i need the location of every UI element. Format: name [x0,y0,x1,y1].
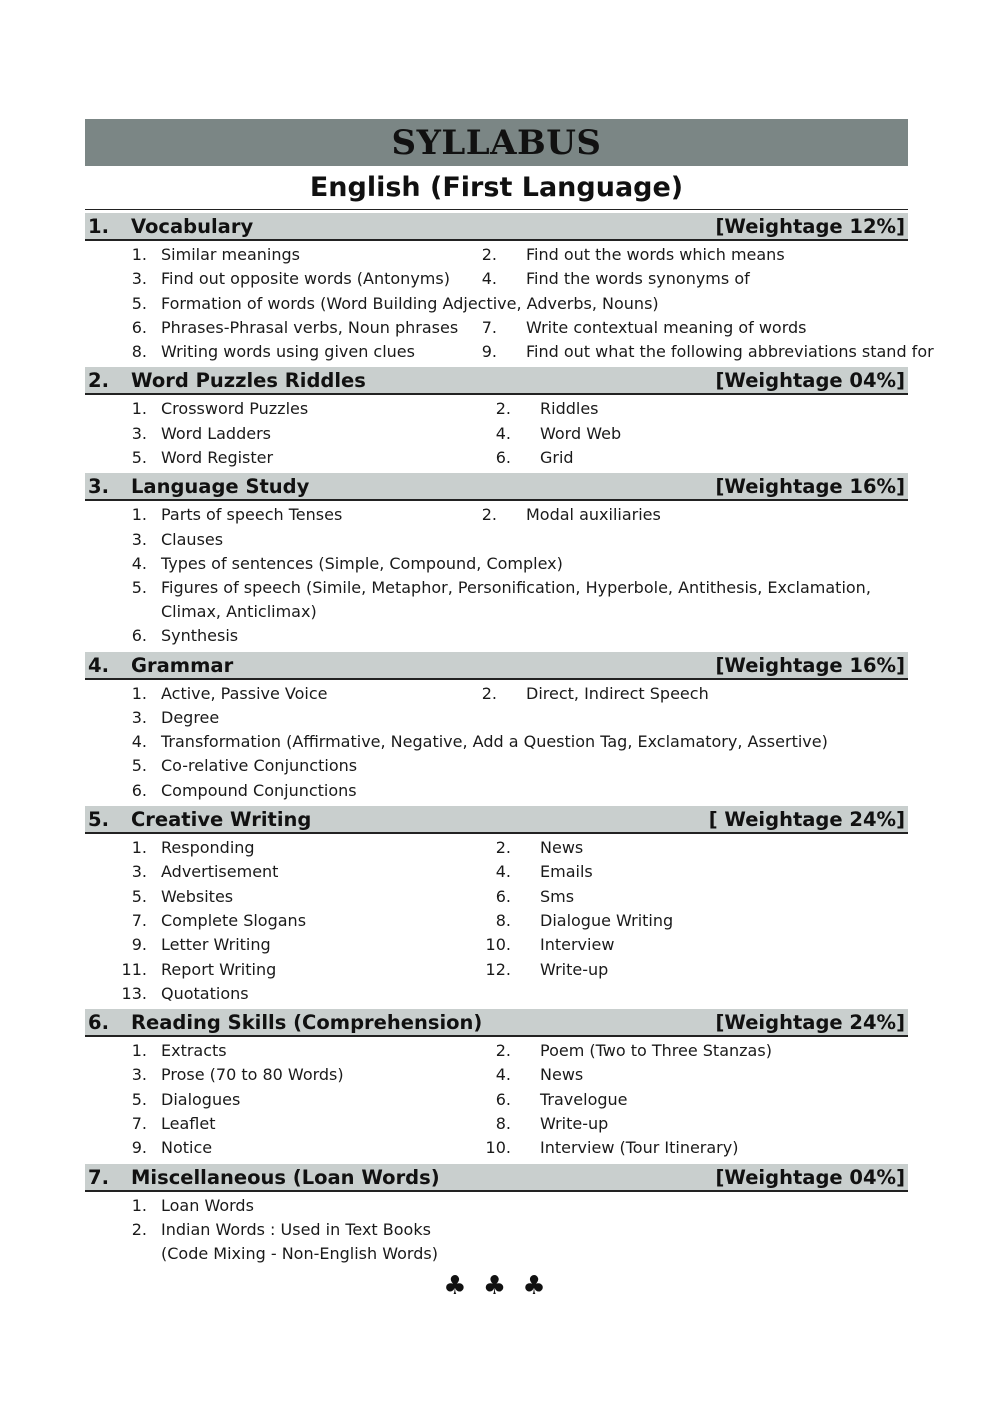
item-text: Write-up [540,1114,609,1134]
item-number: 10. [485,1138,511,1158]
item-number: 3. [131,529,147,549]
section-weight: [Weightage 12%] [715,215,905,238]
section-weight: [Weightage 16%] [715,475,905,499]
item-number: 5. [131,886,147,906]
section-body [85,1037,908,1160]
list-row [85,885,908,909]
item-number: 1. [131,399,147,419]
item-number: 4. [481,269,497,289]
item-number: 6. [495,886,511,906]
section-num: 2. [88,369,109,393]
section-header [85,1164,908,1192]
item-text: Phrases-Phrasal verbs, Noun phrases [161,317,459,337]
section-header [85,213,908,241]
item-text: Degree [161,707,220,727]
item-text: Similar meanings [161,245,300,264]
item-text: Grid [540,448,574,468]
section-num: 5. [88,808,109,832]
item-text: News [540,838,584,858]
item-number: 12. [485,959,511,979]
item-number: 3. [131,707,147,727]
item-number: 1. [131,1195,147,1215]
section-weight: [Weightage 24%] [715,1011,905,1035]
item-number: 5. [131,293,147,313]
item-text: Notice [161,1138,213,1158]
list-row [85,576,908,624]
item-text: Compound Conjunctions [161,780,357,800]
list-row [85,1063,908,1087]
item-text: Write contextual meaning of words [526,317,807,337]
item-number: 2. [481,245,497,264]
item-text: Word Web [540,423,622,443]
item-text: Dialogues [161,1089,241,1109]
item-number: 1. [131,683,147,703]
sections-container [85,213,934,1267]
section-body [85,501,908,648]
section-weight: [Weightage 04%] [715,369,905,393]
item-number: 11. [121,959,147,979]
list-row [85,909,908,933]
section-header [85,806,908,834]
list-row [85,528,908,552]
section-title: Grammar [131,653,234,677]
list-row [85,316,908,340]
section-header [85,1009,908,1037]
item-text: Transformation (Affirmative, Negative, Add a Question Tag, Exclamatory, Assertive) [161,732,828,752]
list-row [85,982,908,1006]
section-title: Vocabulary [131,215,254,238]
list-row [85,446,908,470]
list-row [85,779,908,803]
section-body [85,241,934,364]
list-row [85,1218,908,1242]
item-text: Active, Passive Voice [161,683,328,703]
item-number: 6. [131,780,147,800]
item-number: 6. [495,448,511,468]
list-row [85,754,908,778]
section-body [85,1192,908,1267]
item-number: 5. [131,448,147,468]
item-text: Letter Writing [161,935,271,955]
list-row [85,292,908,316]
item-number: 6. [131,626,147,646]
item-number: 6. [495,1089,511,1109]
item-number: 7. [481,317,497,337]
section-body [85,680,908,803]
list-row [85,706,908,730]
item-number: 1. [131,1041,147,1061]
list-row [85,1242,908,1266]
item-text: Travelogue [540,1089,628,1109]
list-row [85,1136,908,1160]
item-text: Indian Words : Used in Text Books [161,1219,431,1239]
item-text: Quotations [161,983,249,1003]
item-text: Complete Slogans [161,910,307,930]
item-text: Types of sentences (Simple, Compound, Complex) [161,553,563,573]
syllabus-page [85,119,934,1301]
item-text: Report Writing [161,959,277,979]
item-text: Emails [540,862,593,882]
section-weight: [Weightage 16%] [715,653,905,677]
section-title: Language Study [131,475,310,499]
item-text: Poem (Two to Three Stanzas) [540,1041,772,1061]
item-number: 9. [481,342,497,362]
item-number: 1. [131,505,147,525]
list-row [85,552,908,576]
item-text: Dialogue Writing [540,910,674,930]
item-number: 8. [131,342,147,362]
item-number: 2. [495,838,511,858]
list-row [85,1112,908,1136]
section-header [85,473,908,501]
item-number: 5. [131,578,147,598]
item-text: News [540,1065,584,1085]
item-text: Synthesis [161,626,239,646]
item-number: 2. [495,399,511,419]
item-text: Writing words using given clues [161,342,415,362]
item-number: 8. [495,1114,511,1134]
list-row [85,933,908,957]
list-row [85,267,908,291]
item-text: Responding [161,838,255,858]
item-text: Find out what the following abbreviations stand for [526,342,934,362]
item-text: Advertisement [161,862,279,882]
item-number: 6. [131,317,147,337]
item-text: Websites [161,886,234,906]
item-text: Crossword Puzzles [161,399,309,419]
item-text: Modal auxiliaries [526,505,661,525]
item-number: 4. [495,423,511,443]
section-title: Word Puzzles Riddles [131,369,366,393]
item-number: 4. [495,1065,511,1085]
list-row [85,860,908,884]
item-number: 7. [131,1114,147,1134]
list-row [85,624,908,648]
item-number: 1. [131,245,147,264]
section-weight: [Weightage 04%] [715,1165,905,1189]
item-text: Parts of speech Tenses [161,505,343,525]
item-number: 2. [131,1219,147,1239]
item-number: 10. [485,935,511,955]
item-number: 7. [131,910,147,930]
item-text: Prose (70 to 80 Words) [161,1065,344,1085]
item-text: Co-relative Conjunctions [161,756,358,776]
item-text: Find out the words which means [526,245,785,264]
item-text: Riddles [540,399,599,419]
item-text: Find the words synonyms of [526,269,750,289]
page-subtitle: English (First Language) [85,166,908,210]
section-title: Miscellaneous (Loan Words) [131,1165,440,1189]
item-text: Loan Words [161,1195,254,1215]
item-number: 3. [131,862,147,882]
section-title: Creative Writing [131,808,312,832]
section-header [85,367,908,395]
list-row [85,836,908,860]
section-num: 1. [88,215,109,238]
item-number: 13. [121,983,147,1003]
item-number: 5. [131,756,147,776]
item-number: 8. [495,910,511,930]
item-text: Sms [540,886,575,906]
list-row [85,503,908,527]
section-title: Reading Skills (Comprehension) [131,1011,483,1035]
item-text: Leaflet [161,1114,216,1134]
club-ornament-icon: ♣ ♣ ♣ [443,1270,550,1301]
list-row [85,1039,908,1063]
item-text: Formation of words (Word Building Adjective, Adverbs, Nouns) [161,293,659,313]
item-text: Find out opposite words (Antonyms) [161,269,450,289]
list-row [85,730,908,754]
item-number: 3. [131,269,147,289]
item-text: Extracts [161,1041,227,1061]
list-row [85,682,908,706]
item-text: Word Ladders [161,423,271,443]
list-row [85,422,908,446]
section-num: 3. [88,475,109,499]
item-number: 2. [481,683,497,703]
item-text: Interview (Tour Itinerary) [540,1138,739,1158]
section-num: 7. [88,1165,109,1189]
item-text: Direct, Indirect Speech [526,683,709,703]
item-number: 4. [131,732,147,752]
item-text: Word Register [161,448,274,468]
item-text: Interview [540,935,615,955]
item-text: (Code Mixing - Non-English Words) [161,1244,438,1264]
list-row [85,243,908,267]
item-number: 1. [131,838,147,858]
item-number: 2. [495,1041,511,1061]
list-row [85,1088,908,1112]
section-header [85,652,908,680]
page-title: SYLLABUS [85,119,908,166]
section-weight: [ Weightage 24%] [708,808,905,832]
section-body [85,834,908,1006]
item-number: 4. [495,862,511,882]
section-body [85,395,908,470]
item-number: 9. [131,1138,147,1158]
section-num: 4. [88,653,109,677]
item-text: Clauses [161,529,224,549]
list-row [85,397,908,421]
item-number: 3. [131,1065,147,1085]
item-text: Write-up [540,959,609,979]
item-number: 9. [131,935,147,955]
item-text: Figures of speech (Simile, Metaphor, Personification, Hyperbole, Antithesis, Exclamation, Climax, Anticlimax) [161,578,871,622]
item-number: 5. [131,1089,147,1109]
item-number: 3. [131,423,147,443]
item-number: 2. [481,505,497,525]
list-row [85,340,934,364]
list-row [85,958,908,982]
item-number: 4. [131,553,147,573]
list-row [85,1194,908,1218]
section-num: 6. [88,1011,109,1035]
